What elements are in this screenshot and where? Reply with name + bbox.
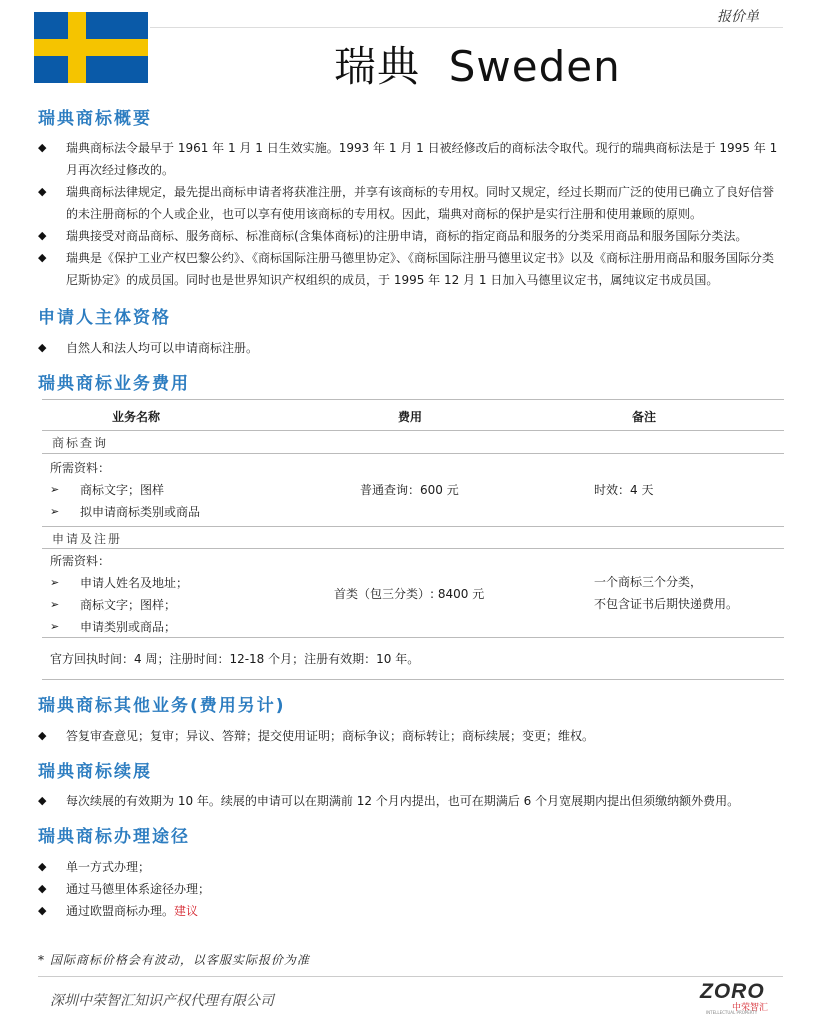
renewal-list xyxy=(38,790,783,812)
column-header-service: 业务名称 xyxy=(112,410,161,424)
title-chinese: 瑞典 xyxy=(334,42,421,91)
flag-cross-horizontal xyxy=(34,39,148,56)
table-rule xyxy=(42,526,784,527)
table-rule xyxy=(42,399,784,400)
other-list xyxy=(38,725,783,747)
footer-divider xyxy=(38,976,783,977)
list-item: ◆ 瑞典是《保护工业产权巴黎公约》、《商标国际注册马德里协定》、《商标国际注册马德里议定书》以及《商标注册用商品和服务国际分类尼斯协定》的成员国。同时也是世界知识产权组织的成员，于 1995 年 12 月 1 日加入马德里议定书，属纯议定书成员国。 xyxy=(38,247,783,291)
table-rule xyxy=(42,548,784,549)
routes-list xyxy=(38,856,783,922)
material-item: ➢ 申请人姓名及地址； xyxy=(50,572,188,594)
list-item xyxy=(38,900,783,922)
eligibility-list xyxy=(38,337,783,359)
logo-wordmark: ZORO xyxy=(700,980,765,1003)
table-rule xyxy=(42,637,784,638)
sweden-flag xyxy=(34,12,148,83)
material-item: ➢ 商标文字；图样 xyxy=(50,479,200,501)
column-header-remarks: 备注 xyxy=(632,410,657,424)
column-header-fee: 费用 xyxy=(398,410,423,424)
logo-subtitle: 中荣智汇 xyxy=(732,1003,769,1013)
section-heading-other: 瑞典商标其他业务(费用另计) xyxy=(38,696,286,716)
section-heading-routes: 瑞典商标办理途径 xyxy=(38,827,190,847)
section-heading-overview: 瑞典商标概要 xyxy=(38,109,152,129)
remark-line: 时效：4 天 xyxy=(594,483,654,497)
group-label-registration: 申请及注册 xyxy=(52,532,123,546)
header-divider xyxy=(150,27,783,28)
fee-cell: 普通查询：600 元 xyxy=(360,483,459,497)
table-footnote: 官方回执时间：4 周；注册时间：12-18 个月；注册有效期：10 年。 xyxy=(50,652,420,666)
list-item: ◆ 通过马德里体系途径办理； xyxy=(38,878,783,900)
materials-label: 所需资料： xyxy=(50,554,111,568)
logo-tagline: INTELLECTUAL PROPERTY xyxy=(706,1010,758,1015)
recommend-tag: 建议 xyxy=(174,904,199,918)
materials-label: 所需资料： xyxy=(50,461,111,475)
section-heading-fees: 瑞典商标业务费用 xyxy=(38,374,190,394)
route-eu-text: 通过欧盟商标办理。 xyxy=(66,904,175,918)
list-item: ◆ 自然人和法人均可以申请商标注册。 xyxy=(38,337,783,359)
page-title xyxy=(334,34,621,94)
remark-line: 一个商标三个分类， xyxy=(594,575,703,589)
overview-list xyxy=(38,137,783,291)
list-item: ◆ 答复审查意见；复审；异议、答辩；提交使用证明；商标争议；商标转让；商标续展；变更；维权。 xyxy=(38,725,783,747)
materials-cell xyxy=(50,550,188,638)
table-rule xyxy=(42,453,784,454)
list-item: ◆ 瑞典接受对商品商标、服务商标、标准商标(含集体商标)的注册申请，商标的指定商品和服务的分类采用商品和服务国际分类法。 xyxy=(38,225,783,247)
material-item: ➢ 商标文字；图样； xyxy=(50,594,188,616)
list-item: ◆ 瑞典商标法律规定，最先提出商标申请者将获准注册，并享有该商标的专用权。同时又规定，经过长期而广泛的使用已确立了良好信誉的未注册商标的个人或企业，也可以享有使用该商标的专用权。因此，瑞典对商标的保护是实行注册和使用兼顾的原则。 xyxy=(38,181,783,225)
table-rule xyxy=(42,430,784,431)
list-item: ◆ 瑞典商标法令最早于 1961 年 1 月 1 日生效实施。1993 年 1 月 1 日被经修改后的商标法令取代。现行的瑞典商标法是于 1995 年 1 月再次经过修改的。 xyxy=(38,137,783,181)
table-rule xyxy=(42,679,784,680)
section-heading-renewal: 瑞典商标续展 xyxy=(38,762,152,782)
company-logo xyxy=(700,980,780,1016)
company-name: 深圳中荣智汇知识产权代理有限公司 xyxy=(50,993,274,1009)
title-english: Sweden xyxy=(448,42,621,91)
section-heading-eligibility: 申请人主体资格 xyxy=(38,308,171,328)
list-item: ◆ 每次续展的有效期为 10 年。续展的申请可以在期满前 12 个月内提出，也可在期满后 6 个月宽展期内提出但须缴纳额外费用。 xyxy=(38,790,783,812)
remarks-cell xyxy=(594,479,653,501)
material-item: ➢ 拟申请商标类别或商品 xyxy=(50,501,200,523)
group-label-search: 商标查询 xyxy=(52,436,109,450)
material-item: ➢ 申请类别或商品； xyxy=(50,616,188,638)
price-disclaimer: * 国际商标价格会有波动，以客服实际报价为准 xyxy=(38,953,310,967)
list-item: ◆ 单一方式办理； xyxy=(38,856,783,878)
fee-cell: 首类（包三分类）: 8400 元 xyxy=(334,587,485,601)
remark-line: 不包含证书后期快递费用。 xyxy=(594,597,739,611)
quote-label: 报价单 xyxy=(717,9,759,25)
remarks-cell xyxy=(594,571,738,615)
materials-cell xyxy=(50,457,200,523)
